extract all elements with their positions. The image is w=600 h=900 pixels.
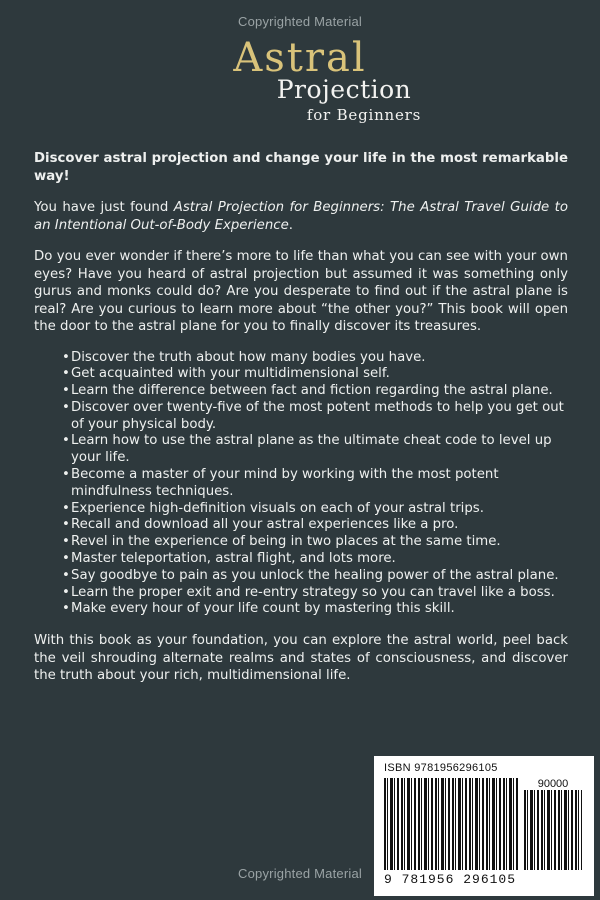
list-item: • Learn the proper exit and re-entry strategy so you can travel like a boss. (62, 585, 568, 602)
intro-text: Discover astral projection and change your life in the most remarkable way! (34, 151, 568, 184)
list-item: • Say goodbye to pain as you unlock the healing power of the astral plane. (62, 568, 568, 585)
isbn-digits: 9 781956 296105 (384, 872, 517, 887)
found-book-title: Astral Projection for Beginners: The Astral Travel Guide to an Intentional Out-of-Body Experience (34, 200, 569, 233)
watermark-bottom: Copyrighted Material (238, 866, 362, 881)
list-item: • Recall and download all your astral experiences like a pro. (62, 517, 568, 534)
benefit-list (62, 350, 568, 619)
list-item: • Become a master of your mind by working with the most potent mindfulness techniques. (62, 467, 568, 501)
blurb (34, 150, 568, 699)
list-item: • Make every hour of your life count by mastering this skill. (62, 601, 568, 618)
barcode-bars (384, 778, 584, 870)
barcode-main-bars (384, 778, 518, 870)
found-suffix: . (288, 217, 293, 233)
barcode-addon (524, 778, 582, 870)
found-prefix: You have just found (34, 200, 174, 215)
list-item: • Master teleportation, astral flight, and lots more. (62, 551, 568, 568)
question-paragraph: Do you ever wonder if there’s more to life than what you can see with your own eyes? Have you heard of astral projection but assumed it was something only gurus and monks could do? Are you desperate to find out if the astral plane is real? Are you curious to learn more about “the other you?” This book will open the door to the astral plane for you to finally discover its treasures. (34, 249, 568, 334)
isbn-label: ISBN 9781956296105 (384, 762, 498, 774)
title-main: Astral (233, 35, 367, 81)
list-item: • Learn the difference between fact and fiction regarding the astral plane. (62, 383, 568, 400)
outro-paragraph: With this book as your foundation, you can explore the astral world, peel back the veil shrouding alternate realms and states of consciousness, and discover the truth about your rich, multidimensional life. (34, 633, 568, 684)
list-item: • Revel in the experience of being in two places at the same time. (62, 534, 568, 551)
found-paragraph (34, 199, 568, 234)
title-sub2: for Beginners (306, 106, 422, 124)
barcode-addon-bars (524, 790, 582, 870)
list-item: • Discover the truth about how many bodies you have. (62, 350, 568, 367)
title-sub: Projection (276, 75, 412, 104)
list-item: • Learn how to use the astral plane as the ultimate cheat code to level up your life. (62, 433, 568, 467)
barcode-addon-number: 90000 (537, 778, 569, 790)
list-item: • Get acquainted with your multidimensional self. (62, 366, 568, 383)
list-item: • Discover over twenty-five of the most potent methods to help you get out of your physical body. (62, 400, 568, 434)
watermark-top: Copyrighted Material (238, 14, 362, 29)
list-item: • Experience high-definition visuals on each of your astral trips. (62, 501, 568, 518)
cover-title (0, 36, 600, 124)
